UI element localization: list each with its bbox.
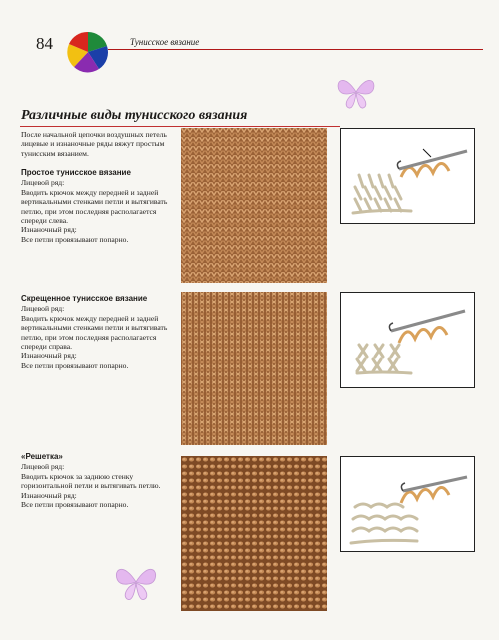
butterfly-icon <box>335 72 377 112</box>
butterfly-icon <box>113 560 159 604</box>
section-lattice <box>21 452 171 509</box>
diagram-simple <box>340 128 475 224</box>
section-heading: «Решетка» <box>21 452 63 461</box>
section-line: Лицевой ряд: <box>21 304 65 314</box>
section-line: Вводить крючок между передней и задней вертикальными стенками петли и вытягивать петлю, при этом последняя располагается спереди слева. <box>21 187 168 226</box>
section-heading: Скрещенное тунисское вязание <box>21 294 148 303</box>
diagram-lattice <box>340 456 475 552</box>
intro-text <box>21 130 171 158</box>
section-line: Вводить крючок за заднюю стенку горизонтальной петли и вытягивать петлю. <box>21 471 161 491</box>
section-simple <box>21 168 171 244</box>
section-line: Лицевой ряд: <box>21 178 65 188</box>
swatch-crossed <box>181 292 327 445</box>
section-line: Все петли провязывают попарно. <box>21 360 129 370</box>
section-crossed <box>21 294 171 370</box>
section-line: Лицевой ряд: <box>21 462 65 472</box>
swatch-lattice <box>181 456 327 611</box>
section-heading: Простое тунисское вязание <box>21 168 131 177</box>
page-title: Различные виды тунисского вязания <box>21 108 248 123</box>
section-line: Все петли провязывают попарно. <box>21 234 129 244</box>
section-line: Изнаночный ряд: <box>21 225 77 235</box>
diagram-crossed <box>340 292 475 388</box>
swatch-simple <box>181 128 327 283</box>
title-rule <box>20 126 340 127</box>
section-line: Изнаночный ряд: <box>21 490 77 500</box>
section-line: Изнаночный ряд: <box>21 351 77 361</box>
running-title: Тунисское вязание <box>130 37 200 47</box>
color-wheel-logo <box>66 30 110 74</box>
header-rule <box>108 49 483 50</box>
intro-paragraph: После начальной цепочки воздушных петель лицевые и изнаночные ряды вяжут простым тунисским вязанием. <box>21 130 167 158</box>
section-line: Все петли провязывают попарно. <box>21 500 129 510</box>
page-number: 84 <box>36 34 53 53</box>
section-line: Вводить крючок между передней и задней вертикальными стенками петли и вытягивать петлю, при этом последняя располагается спереди справа. <box>21 313 168 352</box>
